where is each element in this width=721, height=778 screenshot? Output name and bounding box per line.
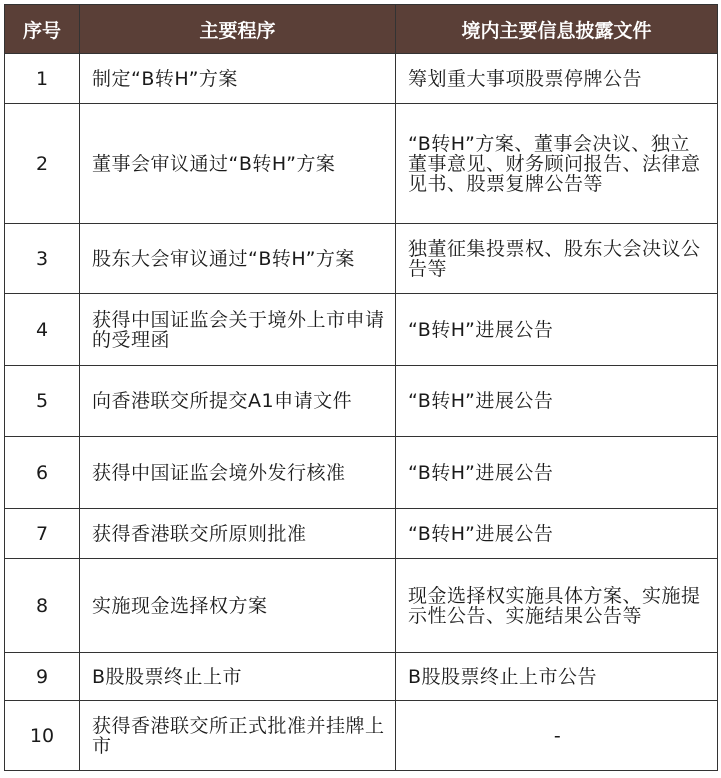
row-document: B股股票终止上市公告 <box>396 653 718 701</box>
row-procedure: 获得香港联交所原则批准 <box>80 509 396 559</box>
row-number: 9 <box>5 653 80 701</box>
table-body <box>5 54 718 771</box>
row-number: 1 <box>5 54 80 104</box>
table-row <box>5 294 718 366</box>
table-header <box>5 5 718 54</box>
row-procedure: 实施现金选择权方案 <box>80 559 396 653</box>
row-procedure: 获得中国证监会境外发行核准 <box>80 437 396 509</box>
row-number: 4 <box>5 294 80 366</box>
row-number: 2 <box>5 104 80 224</box>
row-procedure: B股股票终止上市 <box>80 653 396 701</box>
row-number: 8 <box>5 559 80 653</box>
row-document: 现金选择权实施具体方案、实施提示性公告、实施结果公告等 <box>396 559 718 653</box>
row-procedure: 董事会审议通过“B转H”方案 <box>80 104 396 224</box>
table-row <box>5 653 718 701</box>
table-row <box>5 701 718 771</box>
row-procedure: 向香港联交所提交A1申请文件 <box>80 366 396 437</box>
row-document: 筹划重大事项股票停牌公告 <box>396 54 718 104</box>
row-document: “B转H”进展公告 <box>396 509 718 559</box>
row-document: “B转H”方案、董事会决议、独立董事意见、财务顾问报告、法律意见书、股票复牌公告等 <box>396 104 718 224</box>
row-procedure: 股东大会审议通过“B转H”方案 <box>80 224 396 294</box>
table-row <box>5 559 718 653</box>
row-document: 独董征集投票权、股东大会决议公告等 <box>396 224 718 294</box>
table-row <box>5 509 718 559</box>
row-document: “B转H”进展公告 <box>396 366 718 437</box>
row-number: 3 <box>5 224 80 294</box>
row-document: - <box>396 701 718 771</box>
table-row <box>5 54 718 104</box>
table-row <box>5 224 718 294</box>
header-main-procedure: 主要程序 <box>80 5 396 54</box>
row-document: “B转H”进展公告 <box>396 294 718 366</box>
row-document: “B转H”进展公告 <box>396 437 718 509</box>
row-procedure: 制定“B转H”方案 <box>80 54 396 104</box>
row-number: 6 <box>5 437 80 509</box>
row-number: 5 <box>5 366 80 437</box>
table-row <box>5 437 718 509</box>
procedure-table <box>4 4 718 771</box>
header-row <box>5 5 718 54</box>
row-number: 7 <box>5 509 80 559</box>
row-procedure: 获得中国证监会关于境外上市申请的受理函 <box>80 294 396 366</box>
header-sequence: 序号 <box>5 5 80 54</box>
row-number: 10 <box>5 701 80 771</box>
header-disclosure-documents: 境内主要信息披露文件 <box>396 5 718 54</box>
table-row <box>5 366 718 437</box>
row-procedure: 获得香港联交所正式批准并挂牌上市 <box>80 701 396 771</box>
table-row <box>5 104 718 224</box>
